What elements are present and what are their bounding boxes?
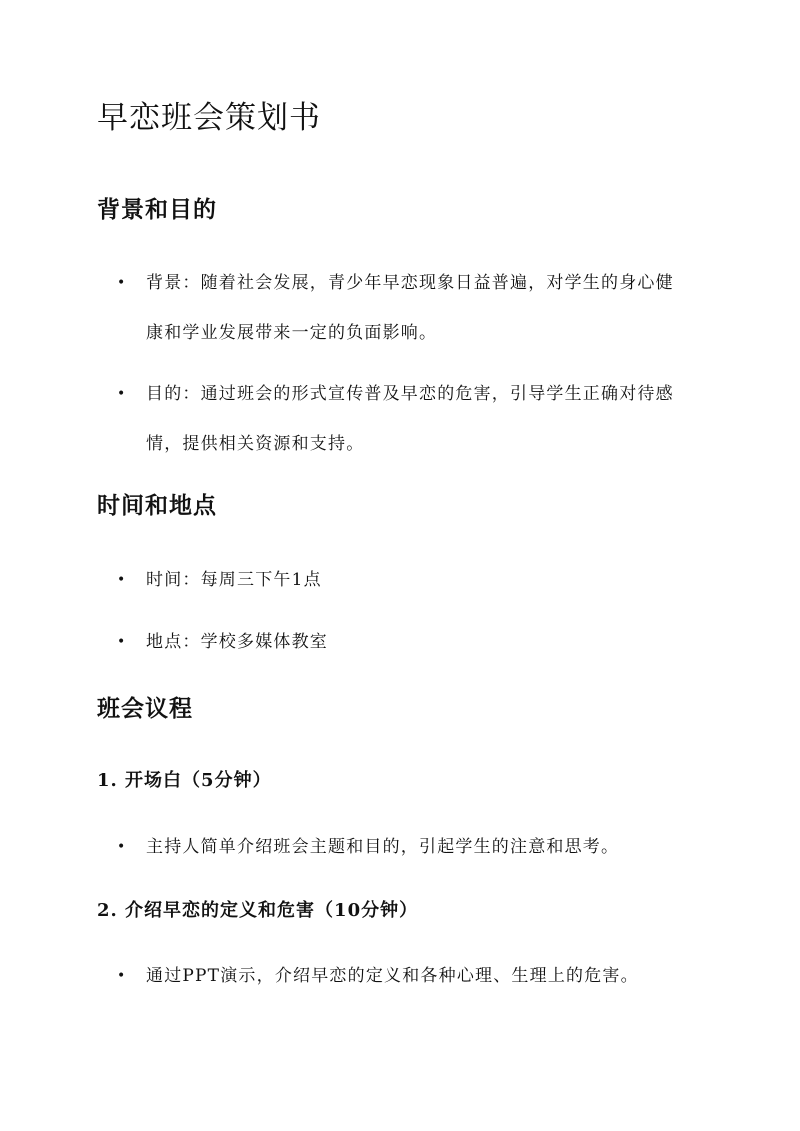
bullet-icon: • [117, 386, 127, 402]
bullet-icon: • [117, 275, 127, 291]
list-item-text: 背景：随着社会发展，青少年早恋现象日益普遍，对学生的身心健康和学业发展带来一定的负面影响。 [146, 273, 674, 343]
list-item-time [117, 555, 677, 605]
list-item-text: 主持人简单介绍班会主题和目的，引起学生的注意和思考。 [146, 837, 620, 857]
section-heading-background: 背景和目的 [97, 196, 217, 223]
bullet-icon: • [117, 634, 127, 650]
agenda-item-opening: 1. 开场白（5分钟） [97, 770, 272, 791]
list-item-text: 地点：学校多媒体教室 [146, 632, 328, 652]
list-item-definition-detail [117, 951, 677, 1001]
list-item-background [117, 258, 677, 358]
list-item-purpose [117, 369, 677, 469]
section-heading-agenda: 班会议程 [97, 695, 193, 722]
list-item-opening-detail [117, 822, 677, 872]
list-item-text: 通过PPT演示，介绍早恋的定义和各种心理、生理上的危害。 [146, 966, 639, 986]
section-heading-time-place: 时间和地点 [97, 492, 217, 519]
bullet-icon: • [117, 839, 127, 855]
bullet-icon: • [117, 572, 127, 588]
bullet-icon: • [117, 968, 127, 984]
list-item-text: 时间：每周三下午1点 [146, 570, 322, 590]
list-item-place [117, 617, 677, 667]
document-title: 早恋班会策划书 [97, 100, 321, 136]
list-item-text: 目的：通过班会的形式宣传普及早恋的危害，引导学生正确对待感情，提供相关资源和支持。 [146, 384, 674, 454]
agenda-item-definition: 2. 介绍早恋的定义和危害（10分钟） [97, 900, 419, 921]
